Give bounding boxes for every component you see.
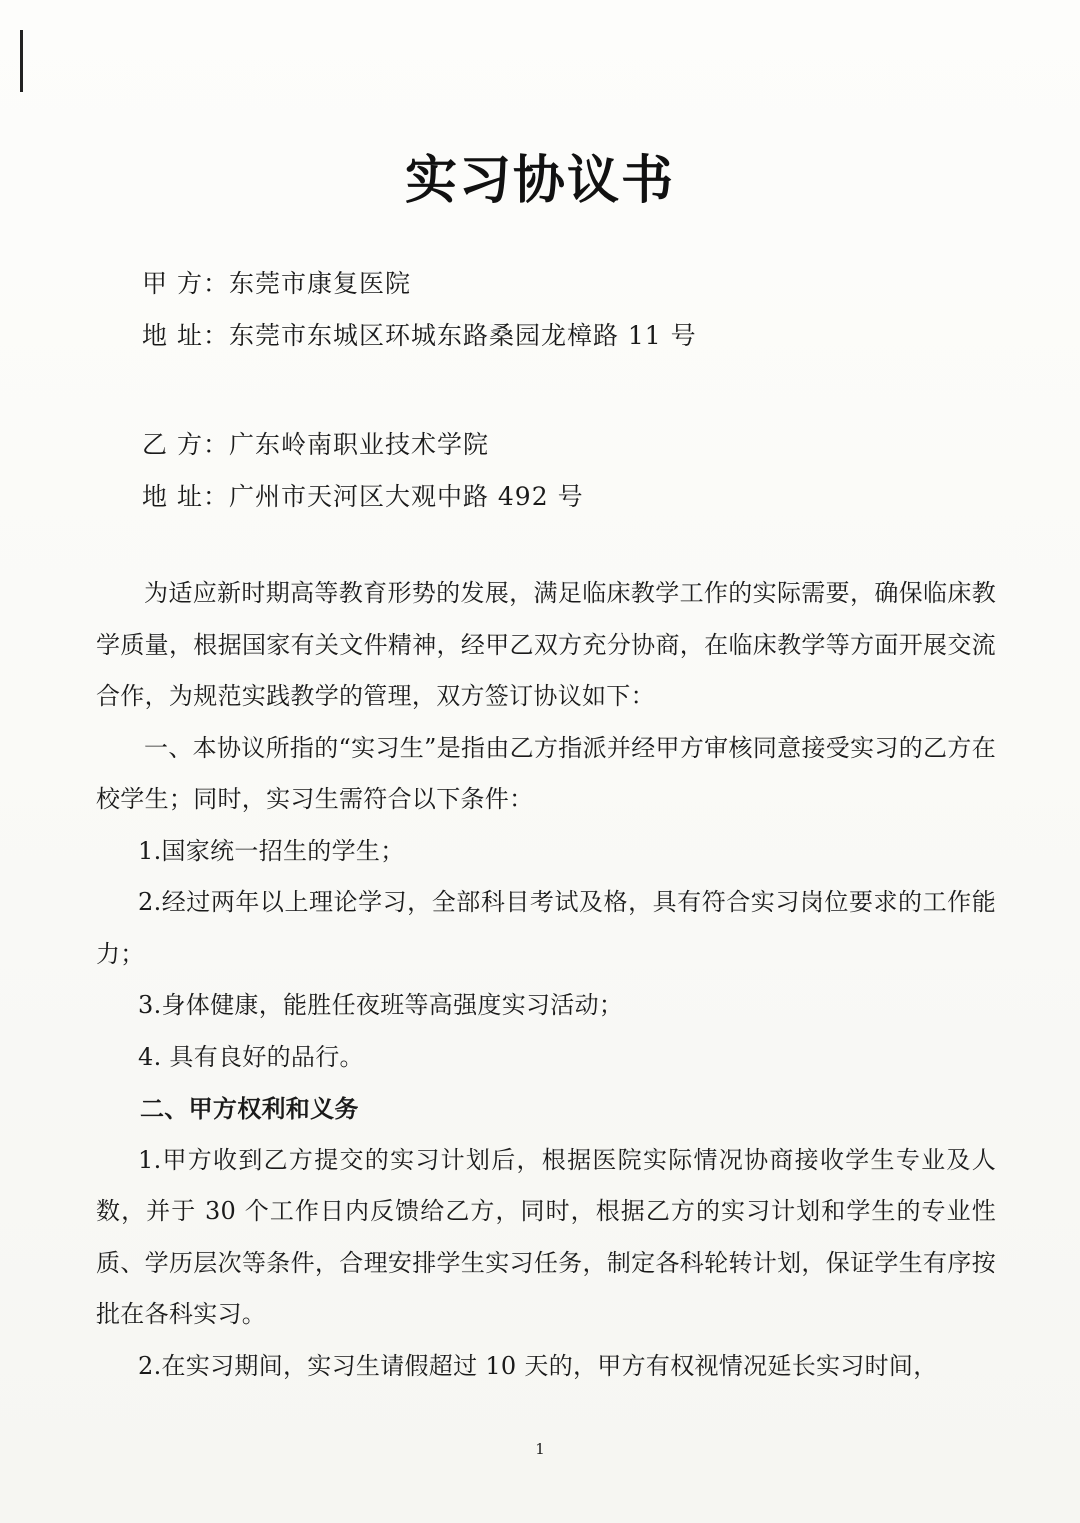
margin-mark	[20, 30, 23, 92]
party-a-address: 东莞市东城区环城东路桑园龙樟路 11 号	[228, 321, 697, 350]
section-1-item: 3.身体健康，能胜任夜班等高强度实习活动；	[138, 991, 624, 1019]
party-a-address-line	[142, 316, 697, 352]
party-a-name: 东莞市康复医院	[228, 269, 411, 298]
intro-paragraph: 为适应新时期高等教育形势的发展，满足临床教学工作的实际需要，确保临床教学质量，根据国家有关文件精神，经甲乙双方充分协商，在临床教学等方面开展交流合作，为规范实践教学的管理，双方签订协议如下：	[96, 579, 996, 710]
section-1-item: 4. 具有良好的品行。	[138, 1042, 364, 1071]
section-1-paragraph: 一、本协议所指的“实习生”是指由乙方指派并经甲方审核同意接受实习的乙方在校学生；同时，实习生需符合以下条件：	[96, 733, 996, 813]
page-number: 1	[535, 1440, 545, 1458]
party-b-line	[142, 425, 489, 461]
party-b-address: 广州市天河区大观中路 492 号	[228, 482, 584, 511]
section-1-item: 1.国家统一招生的学生；	[138, 836, 405, 865]
party-a-line	[142, 264, 411, 300]
section-2-heading: 二、甲方权利和义务	[140, 1094, 359, 1123]
party-b-address-label: 地 址：	[142, 482, 229, 511]
agreement-body	[96, 568, 996, 1392]
section-2-item: 1.甲方收到乙方提交的实习计划后，根据医院实际情况协商接收学生专业及人数，并于 30 个工作日内反馈给乙方，同时，根据乙方的实习计划和学生的专业性质、学历层次等条件，合理安排学生实习任务，制定各科轮转计划，保证学生有序按批在各科实习。	[96, 1145, 996, 1328]
section-2-item: 2.在实习期间，实习生请假超过 10 天的，甲方有权视情况延长实习时间，	[138, 1351, 938, 1380]
party-b-label: 乙 方：	[142, 430, 229, 459]
party-b-address-line	[142, 477, 584, 513]
party-a-address-label: 地 址：	[142, 321, 229, 350]
party-a-label: 甲 方：	[142, 269, 229, 298]
document-title: 实习协议书	[404, 151, 675, 211]
section-1-item: 2.经过两年以上理论学习，全部科目考试及格，具有符合实习岗位要求的工作能力；	[96, 888, 996, 968]
party-b-name: 广东岭南职业技术学院	[228, 430, 489, 459]
